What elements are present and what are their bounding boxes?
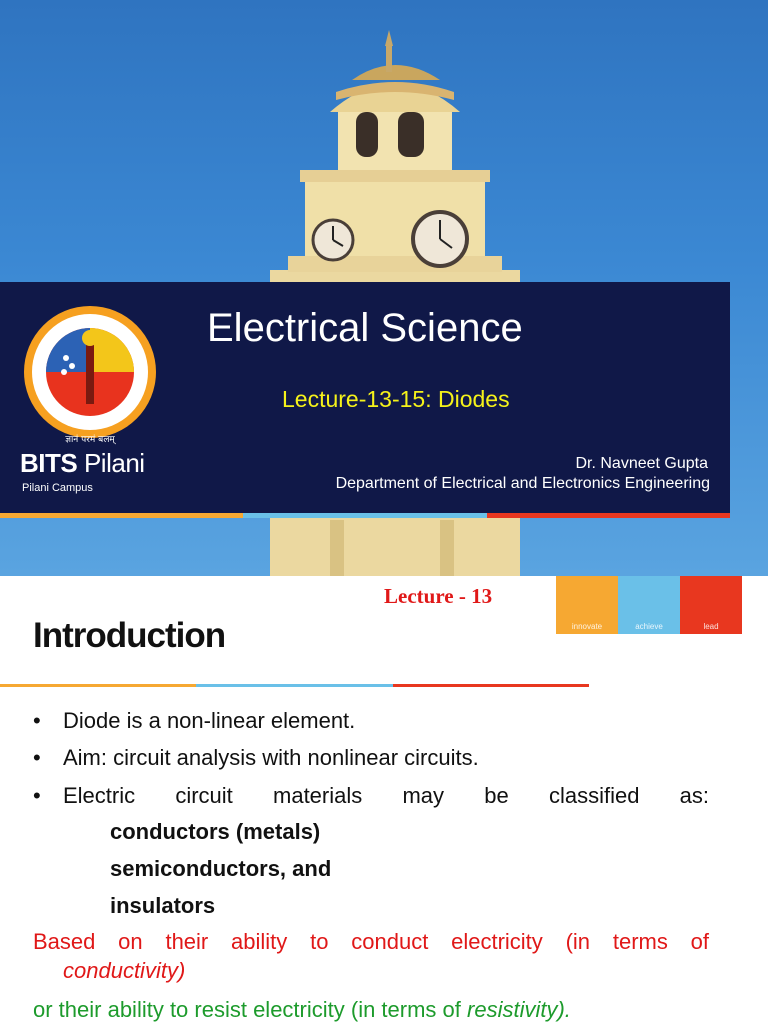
- rule-orange: [0, 684, 196, 687]
- bullet-text: Aim: circuit analysis with nonlinear circuits.: [63, 745, 479, 770]
- tag-achieve-label: achieve: [635, 622, 663, 631]
- resistivity-line: [33, 997, 753, 1023]
- color-stripe: [0, 513, 730, 518]
- resistivity-term: resistivity).: [467, 997, 571, 1022]
- content-slide: [0, 576, 768, 1024]
- tag-innovate: [556, 576, 618, 634]
- bullet-item: [33, 745, 709, 771]
- brand-bold: BITS: [20, 448, 78, 478]
- bullet-dot: •: [33, 708, 41, 733]
- rule-blue: [196, 684, 392, 687]
- bullet-item: [33, 708, 709, 734]
- svg-text:ज्ञानं परमं बलम्: ज्ञानं परमं बलम्: [65, 435, 115, 445]
- material-item: conductors (metals): [110, 819, 321, 844]
- brand-regular: Pilani: [83, 448, 145, 478]
- heading-rule: [0, 684, 589, 687]
- material-item: semiconductors, and: [110, 856, 332, 881]
- bullet-item: [33, 783, 709, 809]
- stripe-red: [487, 513, 730, 518]
- tag-lead-label: lead: [703, 622, 719, 631]
- bullet-dot: •: [33, 783, 41, 808]
- lecture-subtitle: Lecture-13-15: Diodes: [282, 386, 510, 412]
- rule-red: [393, 684, 589, 687]
- bits-emblem-icon: [22, 302, 158, 452]
- tag-lead: [680, 576, 742, 634]
- department-name: Department of Electrical and Electronics Engineering: [335, 475, 710, 492]
- conductivity-term: conductivity): [63, 958, 186, 983]
- lecture-number: Lecture - 13: [384, 584, 493, 608]
- tagline-banner: [556, 576, 742, 634]
- tag-innovate-label: innovate: [571, 622, 603, 631]
- tag-achieve: [618, 576, 680, 634]
- bits-pilani-logo: [20, 448, 145, 479]
- conductivity-line: Based on their ability to conduct electricity (in terms of: [33, 929, 709, 954]
- author-name: Dr. Navneet Gupta: [575, 455, 708, 472]
- slide-title: Electrical Science: [207, 306, 523, 350]
- bullet-dot: •: [33, 745, 41, 770]
- stripe-blue: [243, 513, 486, 518]
- stripe-orange: [0, 513, 243, 518]
- resistivity-lead: or their ability to resist electricity (in terms of: [33, 997, 468, 1022]
- bullet-text: Electric circuit materials may be classified as:: [63, 783, 709, 808]
- slide-heading: Introduction: [33, 616, 226, 655]
- campus-label: Pilani Campus: [22, 482, 93, 494]
- material-item: insulators: [110, 893, 216, 918]
- bullet-text: Diode is a non-linear element.: [63, 708, 356, 733]
